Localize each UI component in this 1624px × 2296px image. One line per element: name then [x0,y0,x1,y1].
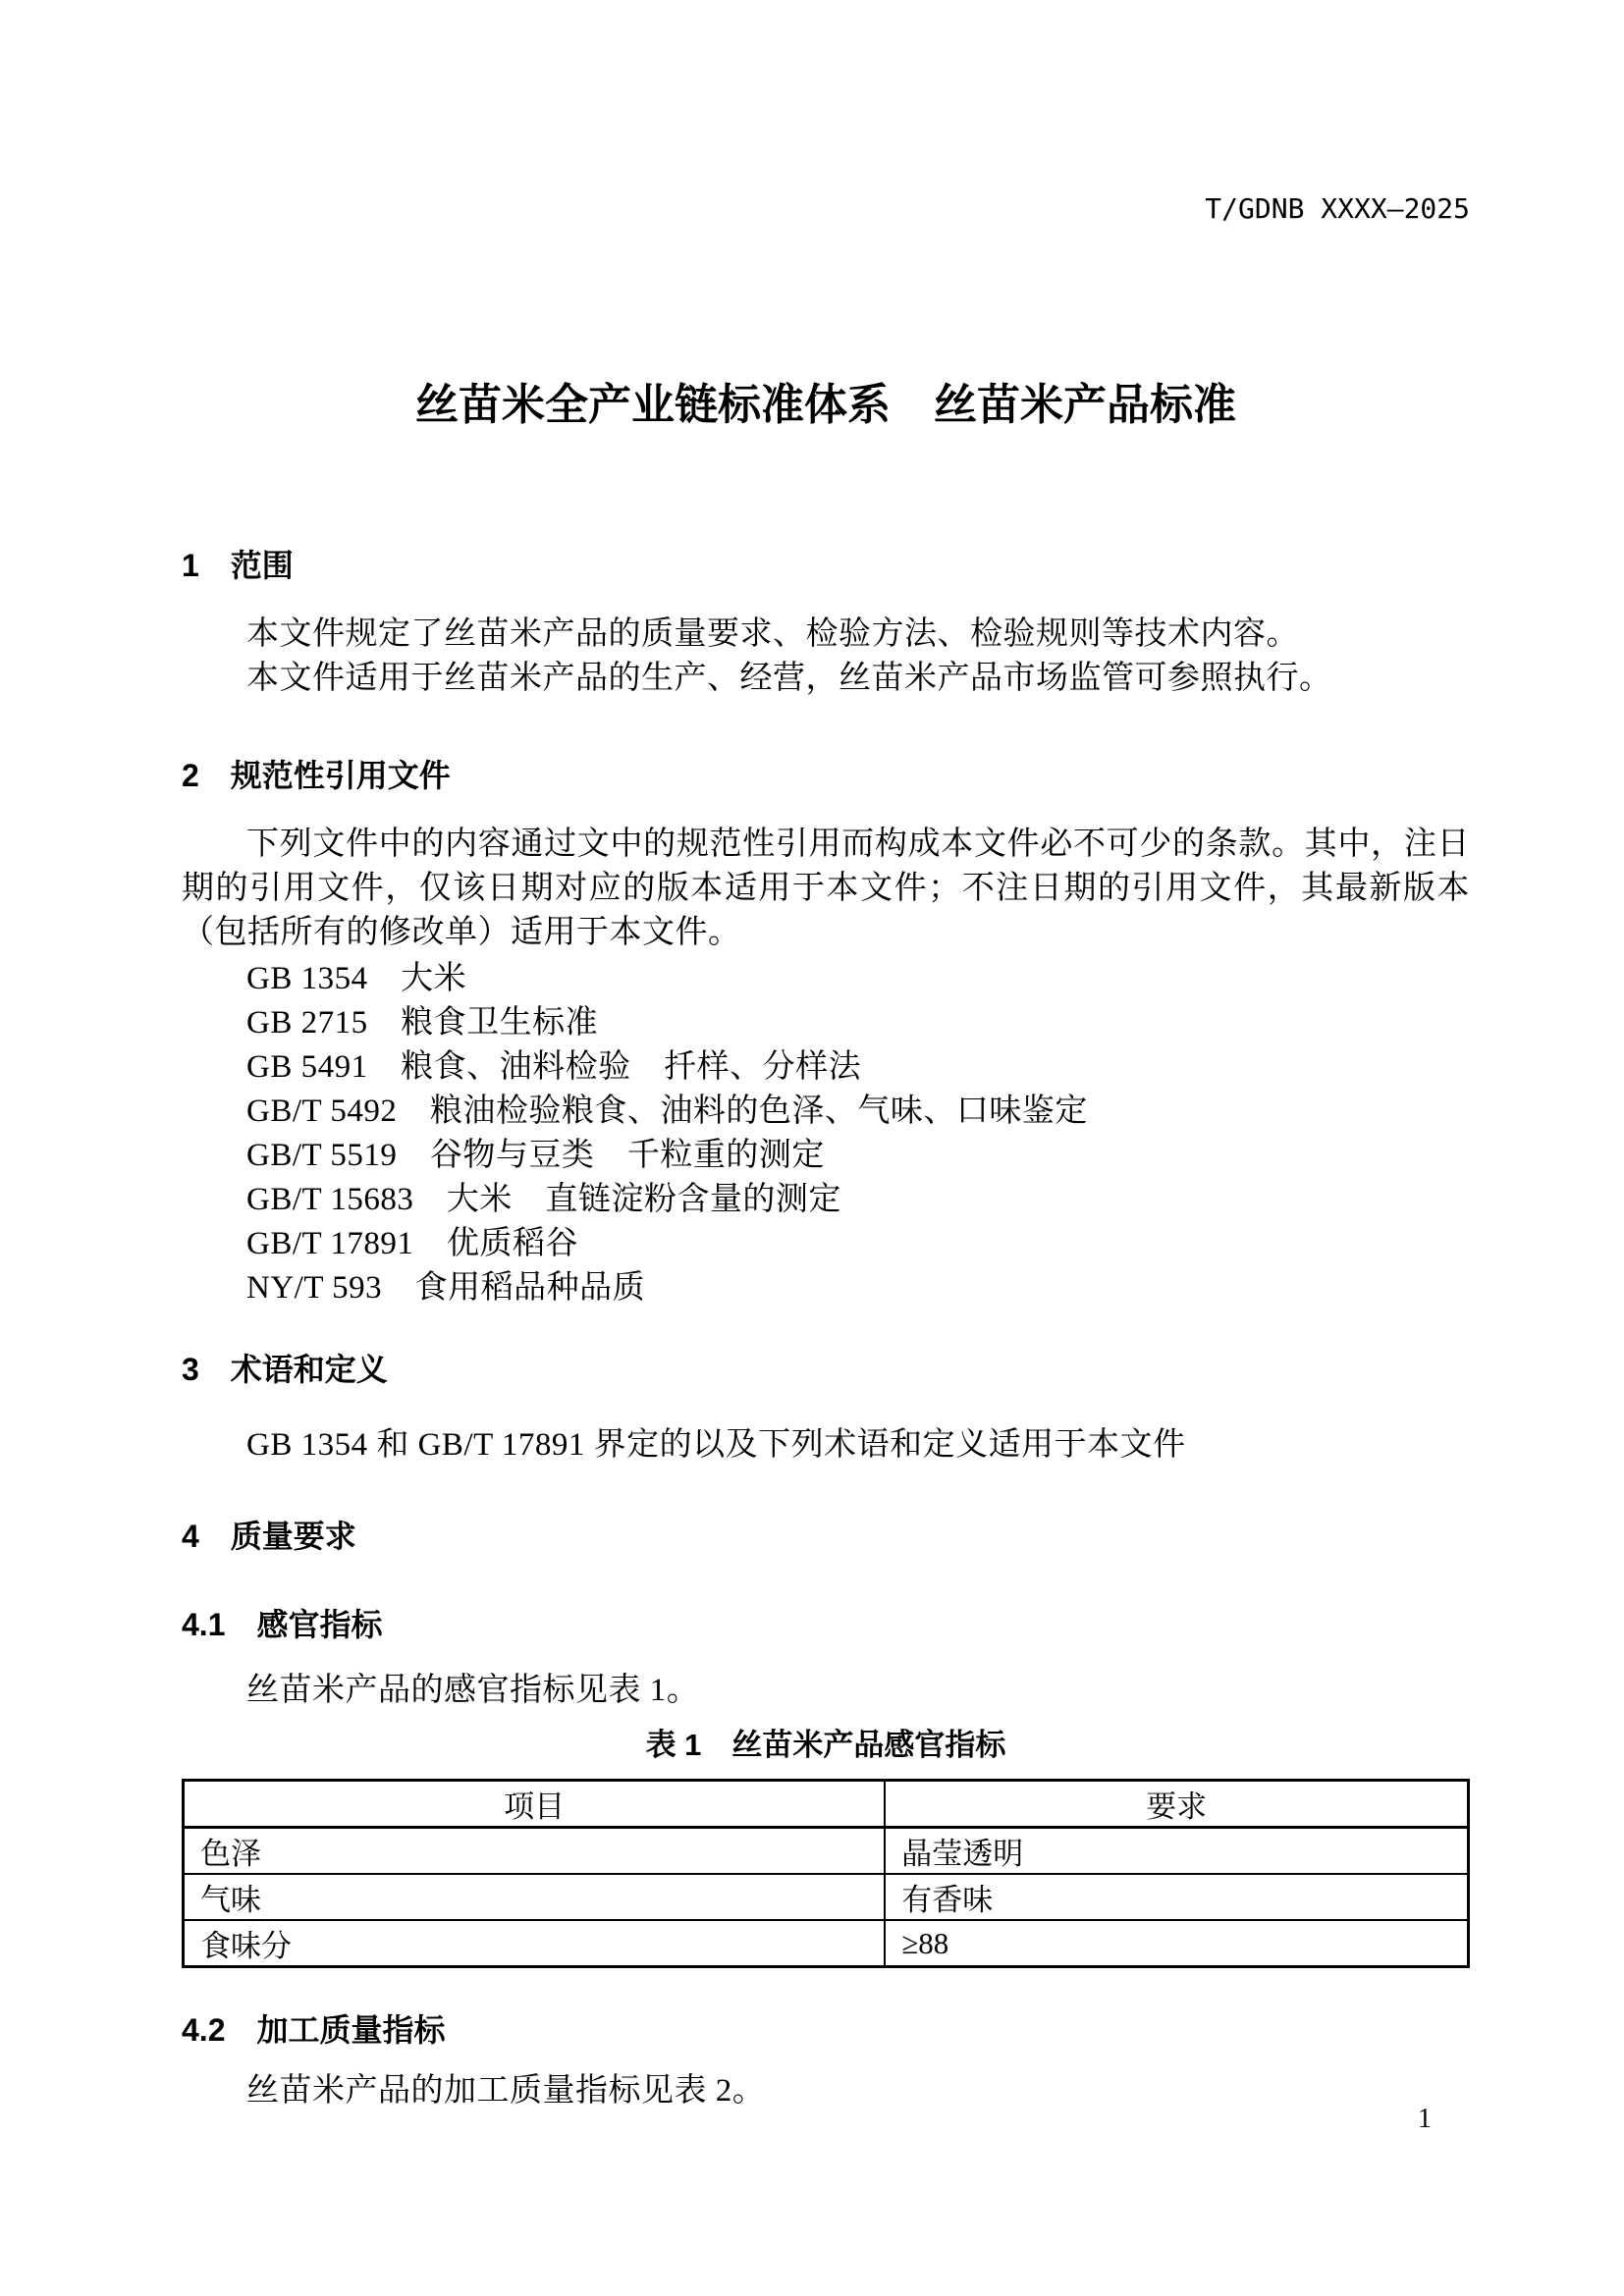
reference-item: NY/T 593 食用稻品种品质 [246,1270,646,1306]
reference-item: GB/T 17891 优质稻谷 [246,1226,578,1261]
section-2-heading: 2 规范性引用文件 [182,758,451,793]
table-cell-item: 色泽 [184,1828,886,1875]
section-1-paragraph-2: 本文件适用于丝苗米产品的生产、经营，丝苗米产品市场监管可参照执行。 [246,661,1332,696]
section-4-heading: 4 质量要求 [182,1519,356,1554]
page-number: 1 [1418,2104,1432,2134]
table-cell-requirement: 有香味 [885,1874,1468,1920]
page-content [182,0,1470,2113]
section-4-1-heading: 4.1 感官指标 [182,1607,383,1642]
table-cell-item: 食味分 [184,1920,886,1967]
section-3-heading: 3 术语和定义 [182,1352,388,1387]
table-1-caption: 表 1 丝苗米产品感官指标 [645,1728,1006,1762]
table-row [184,1828,1469,1875]
reference-item: GB/T 5492 粮油检验粮食、油料的色泽、气味、口味鉴定 [246,1094,1088,1129]
normative-references-list [182,957,1470,1310]
reference-item: GB/T 15683 大米 直链淀粉含量的测定 [246,1182,841,1217]
table-cell-requirement: 晶莹透明 [885,1828,1468,1875]
section-3-paragraph: GB 1354 和 GB/T 17891 界定的以及下列术语和定义适用于本文件 [246,1427,1186,1463]
reference-item: GB 1354 大米 [246,961,467,996]
table-row [184,1874,1469,1920]
table-header-row [184,1781,1469,1828]
table-1-sensory-indicators [182,1779,1470,1968]
table-header-item: 项目 [184,1781,886,1828]
standard-code: T/GDNB XXXX—2025 [1205,192,1470,225]
table-cell-requirement: ≥88 [885,1920,1468,1967]
table-cell-item: 气味 [184,1874,886,1920]
section-4-2-heading: 4.2 加工质量指标 [182,2012,446,2048]
section-4-2-paragraph: 丝苗米产品的加工质量指标见表 2。 [246,2073,766,2109]
reference-item: GB 5491 粮食、油料检验 扦样、分样法 [246,1049,862,1085]
reference-item: GB/T 5519 谷物与豆类 千粒重的测定 [246,1138,825,1173]
section-1-paragraph-1: 本文件规定了丝苗米产品的质量要求、检验方法、检验规则等技术内容。 [246,616,1299,652]
reference-item: GB 2715 粮食卫生标准 [246,1005,599,1041]
section-4-1-paragraph: 丝苗米产品的感官指标见表 1。 [246,1673,700,1708]
table-row [184,1920,1469,1967]
section-2-intro: 下列文件中的内容通过文中的规范性引用而构成本文件必不可少的条款。其中，注日期的引用文件，仅该日期对应的版本适用于本文件；不注日期的引用文件，其最新版本（包括所有的修改单）适用于本文件。 [182,827,1470,950]
document-title: 丝苗米全产业链标准体系 丝苗米产品标准 [415,381,1236,429]
section-1-heading: 1 范围 [182,548,294,583]
table-header-requirement: 要求 [885,1781,1468,1828]
